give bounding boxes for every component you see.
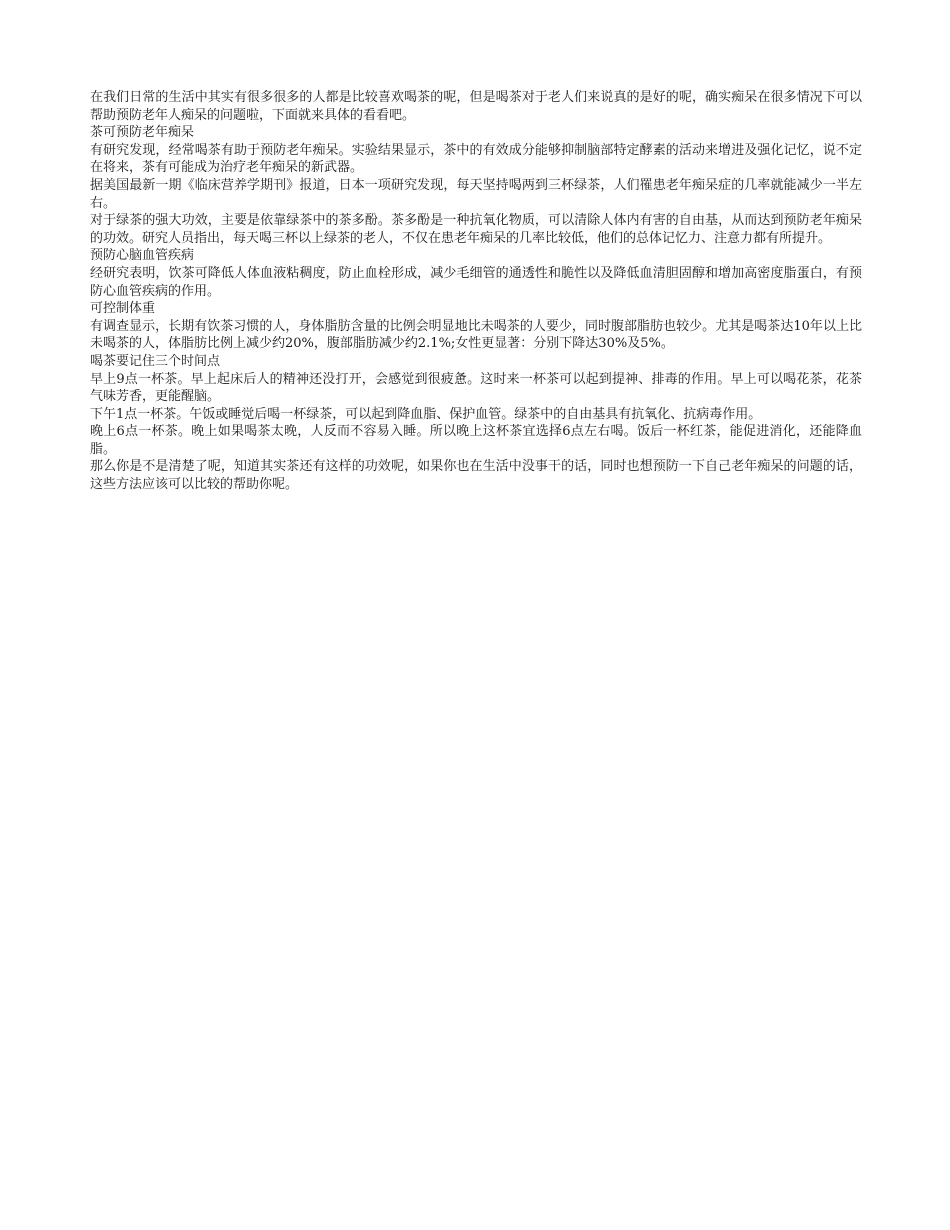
- paragraph-timing-morning: 早上9点一杯茶。早上起床后人的精神还没打开，会感觉到很疲惫。这时来一杯茶可以起到提神、排毒的作用。早上可以喝花茶，花茶气味芳香，更能醒脑。: [90, 371, 862, 405]
- article-body: [90, 89, 862, 494]
- intro-paragraph: 在我们日常的生活中其实有很多很多的人都是比较喜欢喝茶的呢，但是喝茶对于老人们来说真的是好的呢，确实痴呆在很多情况下可以帮助预防老年人痴呆的问题啦，下面就来具体的看看吧。: [90, 90, 862, 123]
- section-heading-cardiovascular: 预防心脑血管疾病: [90, 248, 195, 264]
- paragraph-dementia-research: 有研究发现，经常喝茶有助于预防老年痴呆。实验结果显示，茶中的有效成分能够抑制脑部特定酵素的活动来增进及强化记忆，说不定在将来，茶有可能成为治疗老年痴呆的新武器。: [90, 142, 862, 176]
- section-heading-dementia: 茶可预防老年痴呆: [90, 125, 195, 141]
- paragraph-cardiovascular: 经研究表明，饮茶可降低人体血液粘稠度，防止血栓形成，减少毛细管的通透性和脆性以及降低血清胆固醇和增加高密度脂蛋白，有预防心血管疾病的作用。: [90, 265, 862, 299]
- conclusion-paragraph: 那么你是不是清楚了呢，知道其实茶还有这样的功效呢，如果你也在生活中没事干的话，同时也想预防一下自己老年痴呆的问题的话，这些方法应该可以比较的帮助你呢。: [90, 459, 862, 493]
- paragraph-weight: 有调查显示，长期有饮茶习惯的人，身体脂肪含量的比例会明显地比未喝茶的人要少，同时腹部脂肪也较少。尤其是喝茶达10年以上比未喝茶的人，体脂肪比例上减少约20%，腹部脂肪减少约2.1%;女性更显著：分别下降达30%及5%。: [90, 318, 862, 352]
- paragraph-timing-evening: 晚上6点一杯茶。晚上如果喝茶太晚，人反而不容易入睡。所以晚上这杯茶宜选择6点左右喝。饭后一杯红茶，能促进消化，还能降血脂。: [90, 424, 862, 457]
- section-heading-timing: 喝茶要记住三个时间点: [90, 353, 221, 369]
- paragraph-dementia-polyphenols: 对于绿茶的强大功效，主要是依靠绿茶中的茶多酚。茶多酚是一种抗氧化物质，可以清除人体内有害的自由基，从而达到预防老年痴呆的功效。研究人员指出，每天喝三杯以上绿茶的老人，不仅在患老年痴呆的几率比较低，他们的总体记忆力、注意力都有所提升。: [90, 213, 862, 246]
- paragraph-dementia-journal: 据美国最新一期《临床营养学期刊》报道，日本一项研究发现，每天坚持喝两到三杯绿茶，人们罹患老年痴呆症的几率就能减少一半左右。: [90, 177, 862, 211]
- section-heading-weight: 可控制体重: [90, 301, 156, 317]
- paragraph-timing-afternoon: 下午1点一杯茶。午饭或睡觉后喝一杯绿茶，可以起到降血脂、保护血管。绿茶中的自由基具有抗氧化、抗病毒作用。: [90, 406, 762, 422]
